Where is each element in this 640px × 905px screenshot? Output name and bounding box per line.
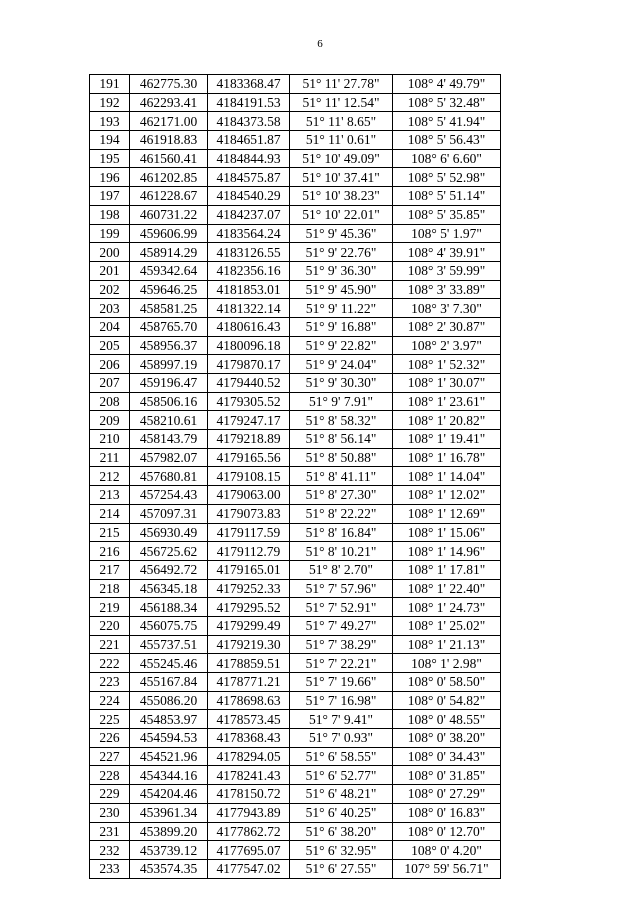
x-coordinate-cell: 455086.20 (130, 691, 208, 710)
latitude-cell: 51° 9' 45.36" (290, 224, 393, 243)
x-coordinate-cell: 457680.81 (130, 467, 208, 486)
table-row (90, 542, 501, 561)
longitude-cell: 108° 1' 14.96" (393, 542, 501, 561)
point-number-cell: 224 (90, 691, 130, 710)
longitude-cell: 108° 0' 4.20" (393, 841, 501, 860)
point-number-cell: 191 (90, 75, 130, 94)
table-row (90, 374, 501, 393)
latitude-cell: 51° 7' 22.21" (290, 654, 393, 673)
x-coordinate-cell: 456492.72 (130, 560, 208, 579)
point-number-cell: 193 (90, 112, 130, 131)
x-coordinate-cell: 462775.30 (130, 75, 208, 94)
longitude-cell: 108° 1' 12.69" (393, 504, 501, 523)
y-coordinate-cell: 4179305.52 (208, 392, 290, 411)
x-coordinate-cell: 458210.61 (130, 411, 208, 430)
y-coordinate-cell: 4183564.24 (208, 224, 290, 243)
table-row (90, 131, 501, 150)
y-coordinate-cell: 4180096.18 (208, 336, 290, 355)
longitude-cell: 108° 5' 51.14" (393, 187, 501, 206)
x-coordinate-cell: 456725.62 (130, 542, 208, 561)
x-coordinate-cell: 456930.49 (130, 523, 208, 542)
point-number-cell: 221 (90, 635, 130, 654)
point-number-cell: 212 (90, 467, 130, 486)
latitude-cell: 51° 6' 48.21" (290, 785, 393, 804)
latitude-cell: 51° 11' 8.65" (290, 112, 393, 131)
longitude-cell: 108° 1' 23.61" (393, 392, 501, 411)
latitude-cell: 51° 7' 16.98" (290, 691, 393, 710)
x-coordinate-cell: 458143.79 (130, 430, 208, 449)
coordinates-table-body (90, 75, 501, 879)
y-coordinate-cell: 4184237.07 (208, 205, 290, 224)
table-row (90, 579, 501, 598)
x-coordinate-cell: 458914.29 (130, 243, 208, 262)
longitude-cell: 107° 59' 56.71" (393, 859, 501, 878)
point-number-cell: 233 (90, 859, 130, 878)
longitude-cell: 108° 0' 58.50" (393, 673, 501, 692)
latitude-cell: 51° 6' 27.55" (290, 859, 393, 878)
latitude-cell: 51° 9' 36.30" (290, 261, 393, 280)
point-number-cell: 199 (90, 224, 130, 243)
y-coordinate-cell: 4180616.43 (208, 317, 290, 336)
y-coordinate-cell: 4179295.52 (208, 598, 290, 617)
latitude-cell: 51° 6' 40.25" (290, 803, 393, 822)
x-coordinate-cell: 453899.20 (130, 822, 208, 841)
table-row (90, 841, 501, 860)
table-row (90, 112, 501, 131)
x-coordinate-cell: 453574.35 (130, 859, 208, 878)
x-coordinate-cell: 454853.97 (130, 710, 208, 729)
longitude-cell: 108° 3' 33.89" (393, 280, 501, 299)
latitude-cell: 51° 11' 12.54" (290, 93, 393, 112)
longitude-cell: 108° 1' 21.13" (393, 635, 501, 654)
latitude-cell: 51° 8' 22.22" (290, 504, 393, 523)
point-number-cell: 231 (90, 822, 130, 841)
y-coordinate-cell: 4178573.45 (208, 710, 290, 729)
point-number-cell: 195 (90, 149, 130, 168)
y-coordinate-cell: 4179165.56 (208, 448, 290, 467)
latitude-cell: 51° 6' 32.95" (290, 841, 393, 860)
x-coordinate-cell: 458997.19 (130, 355, 208, 374)
y-coordinate-cell: 4179247.17 (208, 411, 290, 430)
latitude-cell: 51° 9' 16.88" (290, 317, 393, 336)
y-coordinate-cell: 4182356.16 (208, 261, 290, 280)
y-coordinate-cell: 4179440.52 (208, 374, 290, 393)
x-coordinate-cell: 458581.25 (130, 299, 208, 318)
point-number-cell: 200 (90, 243, 130, 262)
x-coordinate-cell: 459196.47 (130, 374, 208, 393)
table-row (90, 729, 501, 748)
latitude-cell: 51° 6' 52.77" (290, 766, 393, 785)
x-coordinate-cell: 456345.18 (130, 579, 208, 598)
point-number-cell: 226 (90, 729, 130, 748)
latitude-cell: 51° 7' 49.27" (290, 616, 393, 635)
table-row (90, 205, 501, 224)
y-coordinate-cell: 4184844.93 (208, 149, 290, 168)
y-coordinate-cell: 4178368.43 (208, 729, 290, 748)
longitude-cell: 108° 5' 35.85" (393, 205, 501, 224)
latitude-cell: 51° 10' 49.09" (290, 149, 393, 168)
point-number-cell: 213 (90, 486, 130, 505)
coordinates-table (89, 74, 501, 879)
x-coordinate-cell: 462293.41 (130, 93, 208, 112)
table-row (90, 187, 501, 206)
longitude-cell: 108° 0' 38.20" (393, 729, 501, 748)
table-row (90, 859, 501, 878)
y-coordinate-cell: 4184191.53 (208, 93, 290, 112)
longitude-cell: 108° 2' 30.87" (393, 317, 501, 336)
point-number-cell: 232 (90, 841, 130, 860)
table-row (90, 224, 501, 243)
table-row (90, 691, 501, 710)
y-coordinate-cell: 4184651.87 (208, 131, 290, 150)
x-coordinate-cell: 454521.96 (130, 747, 208, 766)
table-row (90, 75, 501, 94)
latitude-cell: 51° 11' 0.61" (290, 131, 393, 150)
point-number-cell: 228 (90, 766, 130, 785)
longitude-cell: 108° 2' 3.97" (393, 336, 501, 355)
x-coordinate-cell: 459646.25 (130, 280, 208, 299)
longitude-cell: 108° 1' 14.04" (393, 467, 501, 486)
latitude-cell: 51° 8' 10.21" (290, 542, 393, 561)
x-coordinate-cell: 454344.16 (130, 766, 208, 785)
x-coordinate-cell: 457254.43 (130, 486, 208, 505)
point-number-cell: 216 (90, 542, 130, 561)
latitude-cell: 51° 9' 24.04" (290, 355, 393, 374)
y-coordinate-cell: 4184373.58 (208, 112, 290, 131)
latitude-cell: 51° 9' 11.22" (290, 299, 393, 318)
longitude-cell: 108° 5' 41.94" (393, 112, 501, 131)
point-number-cell: 211 (90, 448, 130, 467)
longitude-cell: 108° 0' 12.70" (393, 822, 501, 841)
x-coordinate-cell: 462171.00 (130, 112, 208, 131)
longitude-cell: 108° 5' 32.48" (393, 93, 501, 112)
table-row (90, 710, 501, 729)
point-number-cell: 208 (90, 392, 130, 411)
y-coordinate-cell: 4179108.15 (208, 467, 290, 486)
latitude-cell: 51° 7' 52.91" (290, 598, 393, 617)
longitude-cell: 108° 0' 31.85" (393, 766, 501, 785)
y-coordinate-cell: 4178698.63 (208, 691, 290, 710)
table-row (90, 261, 501, 280)
table-row (90, 149, 501, 168)
table-row (90, 803, 501, 822)
longitude-cell: 108° 1' 25.02" (393, 616, 501, 635)
latitude-cell: 51° 9' 45.90" (290, 280, 393, 299)
table-row (90, 635, 501, 654)
y-coordinate-cell: 4177862.72 (208, 822, 290, 841)
latitude-cell: 51° 6' 58.55" (290, 747, 393, 766)
longitude-cell: 108° 0' 34.43" (393, 747, 501, 766)
latitude-cell: 51° 6' 38.20" (290, 822, 393, 841)
latitude-cell: 51° 8' 27.30" (290, 486, 393, 505)
latitude-cell: 51° 9' 7.91" (290, 392, 393, 411)
table-row (90, 673, 501, 692)
x-coordinate-cell: 461918.83 (130, 131, 208, 150)
longitude-cell: 108° 1' 2.98" (393, 654, 501, 673)
longitude-cell: 108° 1' 30.07" (393, 374, 501, 393)
table-row (90, 392, 501, 411)
longitude-cell: 108° 3' 59.99" (393, 261, 501, 280)
longitude-cell: 108° 4' 49.79" (393, 75, 501, 94)
latitude-cell: 51° 7' 57.96" (290, 579, 393, 598)
y-coordinate-cell: 4179117.59 (208, 523, 290, 542)
latitude-cell: 51° 8' 50.88" (290, 448, 393, 467)
y-coordinate-cell: 4178859.51 (208, 654, 290, 673)
x-coordinate-cell: 458506.16 (130, 392, 208, 411)
table-row (90, 430, 501, 449)
longitude-cell: 108° 6' 6.60" (393, 149, 501, 168)
point-number-cell: 222 (90, 654, 130, 673)
table-row (90, 243, 501, 262)
x-coordinate-cell: 461202.85 (130, 168, 208, 187)
table-row (90, 616, 501, 635)
longitude-cell: 108° 0' 54.82" (393, 691, 501, 710)
x-coordinate-cell: 453739.12 (130, 841, 208, 860)
point-number-cell: 220 (90, 616, 130, 635)
point-number-cell: 229 (90, 785, 130, 804)
table-row (90, 168, 501, 187)
table-row (90, 448, 501, 467)
point-number-cell: 217 (90, 560, 130, 579)
point-number-cell: 207 (90, 374, 130, 393)
table-row (90, 411, 501, 430)
latitude-cell: 51° 10' 38.23" (290, 187, 393, 206)
point-number-cell: 194 (90, 131, 130, 150)
y-coordinate-cell: 4178294.05 (208, 747, 290, 766)
y-coordinate-cell: 4179299.49 (208, 616, 290, 635)
table-row (90, 654, 501, 673)
point-number-cell: 198 (90, 205, 130, 224)
longitude-cell: 108° 4' 39.91" (393, 243, 501, 262)
longitude-cell: 108° 1' 17.81" (393, 560, 501, 579)
longitude-cell: 108° 0' 16.83" (393, 803, 501, 822)
point-number-cell: 219 (90, 598, 130, 617)
latitude-cell: 51° 8' 56.14" (290, 430, 393, 449)
point-number-cell: 230 (90, 803, 130, 822)
longitude-cell: 108° 1' 22.40" (393, 579, 501, 598)
table-row (90, 598, 501, 617)
y-coordinate-cell: 4177547.02 (208, 859, 290, 878)
table-row (90, 93, 501, 112)
table-row (90, 486, 501, 505)
y-coordinate-cell: 4183368.47 (208, 75, 290, 94)
point-number-cell: 225 (90, 710, 130, 729)
y-coordinate-cell: 4179073.83 (208, 504, 290, 523)
point-number-cell: 227 (90, 747, 130, 766)
point-number-cell: 202 (90, 280, 130, 299)
point-number-cell: 206 (90, 355, 130, 374)
longitude-cell: 108° 5' 56.43" (393, 131, 501, 150)
table-row (90, 299, 501, 318)
table-row (90, 504, 501, 523)
y-coordinate-cell: 4178771.21 (208, 673, 290, 692)
latitude-cell: 51° 8' 2.70" (290, 560, 393, 579)
longitude-cell: 108° 1' 12.02" (393, 486, 501, 505)
latitude-cell: 51° 11' 27.78" (290, 75, 393, 94)
longitude-cell: 108° 1' 52.32" (393, 355, 501, 374)
y-coordinate-cell: 4179219.30 (208, 635, 290, 654)
x-coordinate-cell: 459606.99 (130, 224, 208, 243)
longitude-cell: 108° 5' 52.98" (393, 168, 501, 187)
latitude-cell: 51° 8' 16.84" (290, 523, 393, 542)
x-coordinate-cell: 455737.51 (130, 635, 208, 654)
point-number-cell: 205 (90, 336, 130, 355)
point-number-cell: 209 (90, 411, 130, 430)
x-coordinate-cell: 456075.75 (130, 616, 208, 635)
longitude-cell: 108° 0' 48.55" (393, 710, 501, 729)
table-row (90, 336, 501, 355)
y-coordinate-cell: 4179063.00 (208, 486, 290, 505)
y-coordinate-cell: 4179252.33 (208, 579, 290, 598)
y-coordinate-cell: 4177943.89 (208, 803, 290, 822)
y-coordinate-cell: 4183126.55 (208, 243, 290, 262)
longitude-cell: 108° 1' 20.82" (393, 411, 501, 430)
latitude-cell: 51° 9' 30.30" (290, 374, 393, 393)
table-row (90, 560, 501, 579)
table-row (90, 523, 501, 542)
x-coordinate-cell: 458956.37 (130, 336, 208, 355)
y-coordinate-cell: 4177695.07 (208, 841, 290, 860)
latitude-cell: 51° 8' 58.32" (290, 411, 393, 430)
point-number-cell: 215 (90, 523, 130, 542)
point-number-cell: 203 (90, 299, 130, 318)
latitude-cell: 51° 9' 22.82" (290, 336, 393, 355)
x-coordinate-cell: 460731.22 (130, 205, 208, 224)
latitude-cell: 51° 7' 38.29" (290, 635, 393, 654)
point-number-cell: 197 (90, 187, 130, 206)
x-coordinate-cell: 459342.64 (130, 261, 208, 280)
longitude-cell: 108° 1' 24.73" (393, 598, 501, 617)
x-coordinate-cell: 457982.07 (130, 448, 208, 467)
y-coordinate-cell: 4178150.72 (208, 785, 290, 804)
table-row (90, 785, 501, 804)
x-coordinate-cell: 455167.84 (130, 673, 208, 692)
x-coordinate-cell: 455245.46 (130, 654, 208, 673)
point-number-cell: 210 (90, 430, 130, 449)
x-coordinate-cell: 453961.34 (130, 803, 208, 822)
point-number-cell: 201 (90, 261, 130, 280)
y-coordinate-cell: 4179112.79 (208, 542, 290, 561)
y-coordinate-cell: 4184575.87 (208, 168, 290, 187)
longitude-cell: 108° 3' 7.30" (393, 299, 501, 318)
point-number-cell: 196 (90, 168, 130, 187)
table-row (90, 355, 501, 374)
latitude-cell: 51° 7' 19.66" (290, 673, 393, 692)
longitude-cell: 108° 1' 15.06" (393, 523, 501, 542)
point-number-cell: 223 (90, 673, 130, 692)
y-coordinate-cell: 4179165.01 (208, 560, 290, 579)
latitude-cell: 51° 10' 22.01" (290, 205, 393, 224)
page-number: 6 (317, 38, 323, 50)
longitude-cell: 108° 1' 19.41" (393, 430, 501, 449)
point-number-cell: 204 (90, 317, 130, 336)
latitude-cell: 51° 7' 0.93" (290, 729, 393, 748)
table-row (90, 467, 501, 486)
table-row (90, 822, 501, 841)
y-coordinate-cell: 4179218.89 (208, 430, 290, 449)
y-coordinate-cell: 4184540.29 (208, 187, 290, 206)
x-coordinate-cell: 454594.53 (130, 729, 208, 748)
x-coordinate-cell: 458765.70 (130, 317, 208, 336)
x-coordinate-cell: 461560.41 (130, 149, 208, 168)
y-coordinate-cell: 4178241.43 (208, 766, 290, 785)
point-number-cell: 214 (90, 504, 130, 523)
table-row (90, 747, 501, 766)
point-number-cell: 218 (90, 579, 130, 598)
latitude-cell: 51° 10' 37.41" (290, 168, 393, 187)
longitude-cell: 108° 1' 16.78" (393, 448, 501, 467)
y-coordinate-cell: 4181853.01 (208, 280, 290, 299)
longitude-cell: 108° 5' 1.97" (393, 224, 501, 243)
table-row (90, 766, 501, 785)
table-row (90, 280, 501, 299)
longitude-cell: 108° 0' 27.29" (393, 785, 501, 804)
x-coordinate-cell: 461228.67 (130, 187, 208, 206)
y-coordinate-cell: 4181322.14 (208, 299, 290, 318)
point-number-cell: 192 (90, 93, 130, 112)
y-coordinate-cell: 4179870.17 (208, 355, 290, 374)
x-coordinate-cell: 456188.34 (130, 598, 208, 617)
x-coordinate-cell: 454204.46 (130, 785, 208, 804)
latitude-cell: 51° 8' 41.11" (290, 467, 393, 486)
latitude-cell: 51° 7' 9.41" (290, 710, 393, 729)
table-row (90, 317, 501, 336)
x-coordinate-cell: 457097.31 (130, 504, 208, 523)
latitude-cell: 51° 9' 22.76" (290, 243, 393, 262)
